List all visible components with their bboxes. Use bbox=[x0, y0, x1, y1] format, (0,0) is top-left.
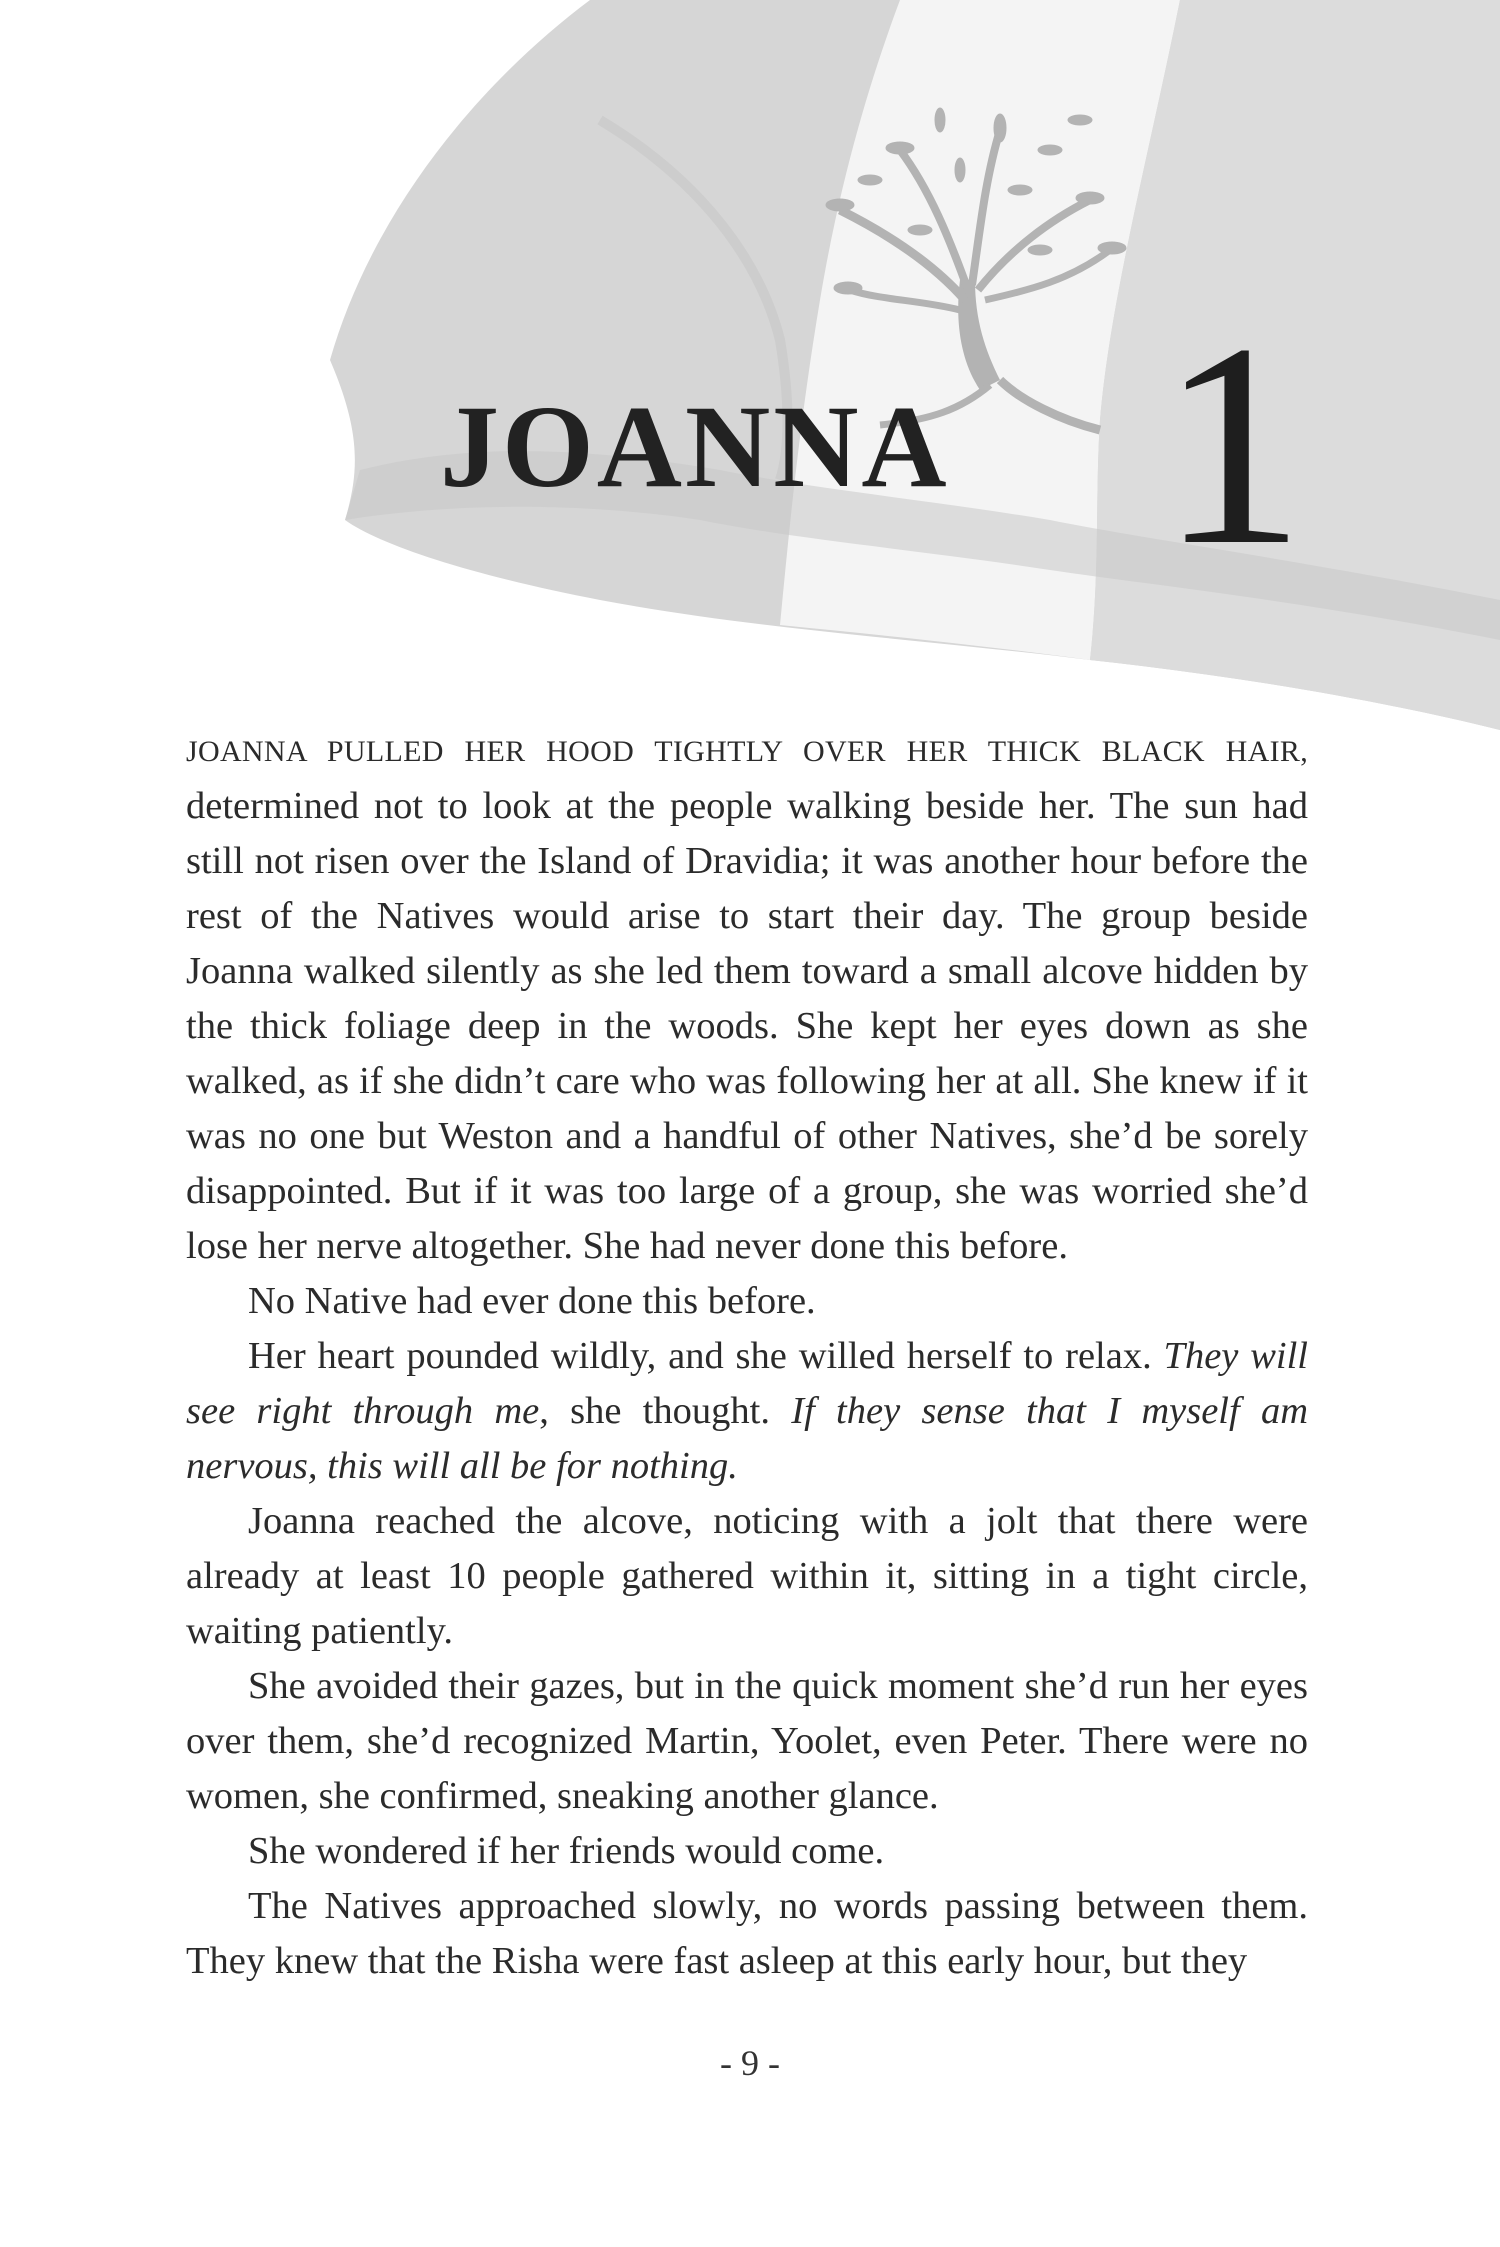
paragraph bbox=[186, 1879, 1308, 1989]
paragraph bbox=[186, 1494, 1308, 1659]
paragraph-text: No Native had ever done this before. bbox=[248, 1280, 816, 1322]
paragraph-text: Joanna reached the alcove, noticing with a jolt that there were already at least 10 people gathered within it, sitting in a tight circle, waiting patiently. bbox=[186, 1500, 1308, 1652]
chapter-number: 1 bbox=[1160, 284, 1305, 605]
paragraph bbox=[186, 1659, 1308, 1824]
paragraph bbox=[186, 722, 1308, 1274]
paragraph-text: , she thought. bbox=[539, 1390, 792, 1432]
chapter-title: JOANNA bbox=[440, 381, 950, 512]
paragraph-text: Her heart pounded wildly, and she willed herself to relax. bbox=[248, 1335, 1164, 1377]
chapter-body bbox=[186, 722, 1308, 1989]
paragraph-text: The Natives approached slowly, no words passing between them. They knew that the Risha were fast asleep at this early hour, but they bbox=[186, 1885, 1308, 1982]
paragraph-text: determined not to look at the people walking beside her. The sun had still not risen over the Island of Dravidia; it was another hour before the rest of the Natives would arise to start their day. The group beside Joanna walked silently as she led them toward a small alcove hidden by the thick foliage deep in the woods. She kept her eyes down as she walked, as if she didn’t care who was following her at all. She knew if it was no one but Weston and a handful of other Natives, she’d be sorely disappointed. But if it was too large of a group, she was worried she’d lose her nerve altogether. She had never done this before. bbox=[186, 785, 1308, 1267]
paragraph-text: She avoided their gazes, but in the quick moment she’d run her eyes over them, she’d recognized Martin, Yoolet, even Peter. There were no women, she confirmed, sneaking another glance. bbox=[186, 1665, 1308, 1817]
paragraph bbox=[186, 1329, 1308, 1494]
italic-text: They will see right through me bbox=[186, 1335, 1308, 1432]
paragraph-text: She wondered if her friends would come. bbox=[248, 1830, 885, 1872]
opening-line: JOANNA PULLED HER HOOD TIGHTLY OVER HER THICK BLACK HAIR, bbox=[186, 735, 1308, 768]
page-number: - 9 - bbox=[720, 2043, 780, 2083]
italic-text: If they sense that I myself am nervous, this will all be for nothing. bbox=[186, 1390, 1308, 1487]
paragraph bbox=[186, 1274, 1308, 1329]
paragraph bbox=[186, 1824, 1308, 1879]
